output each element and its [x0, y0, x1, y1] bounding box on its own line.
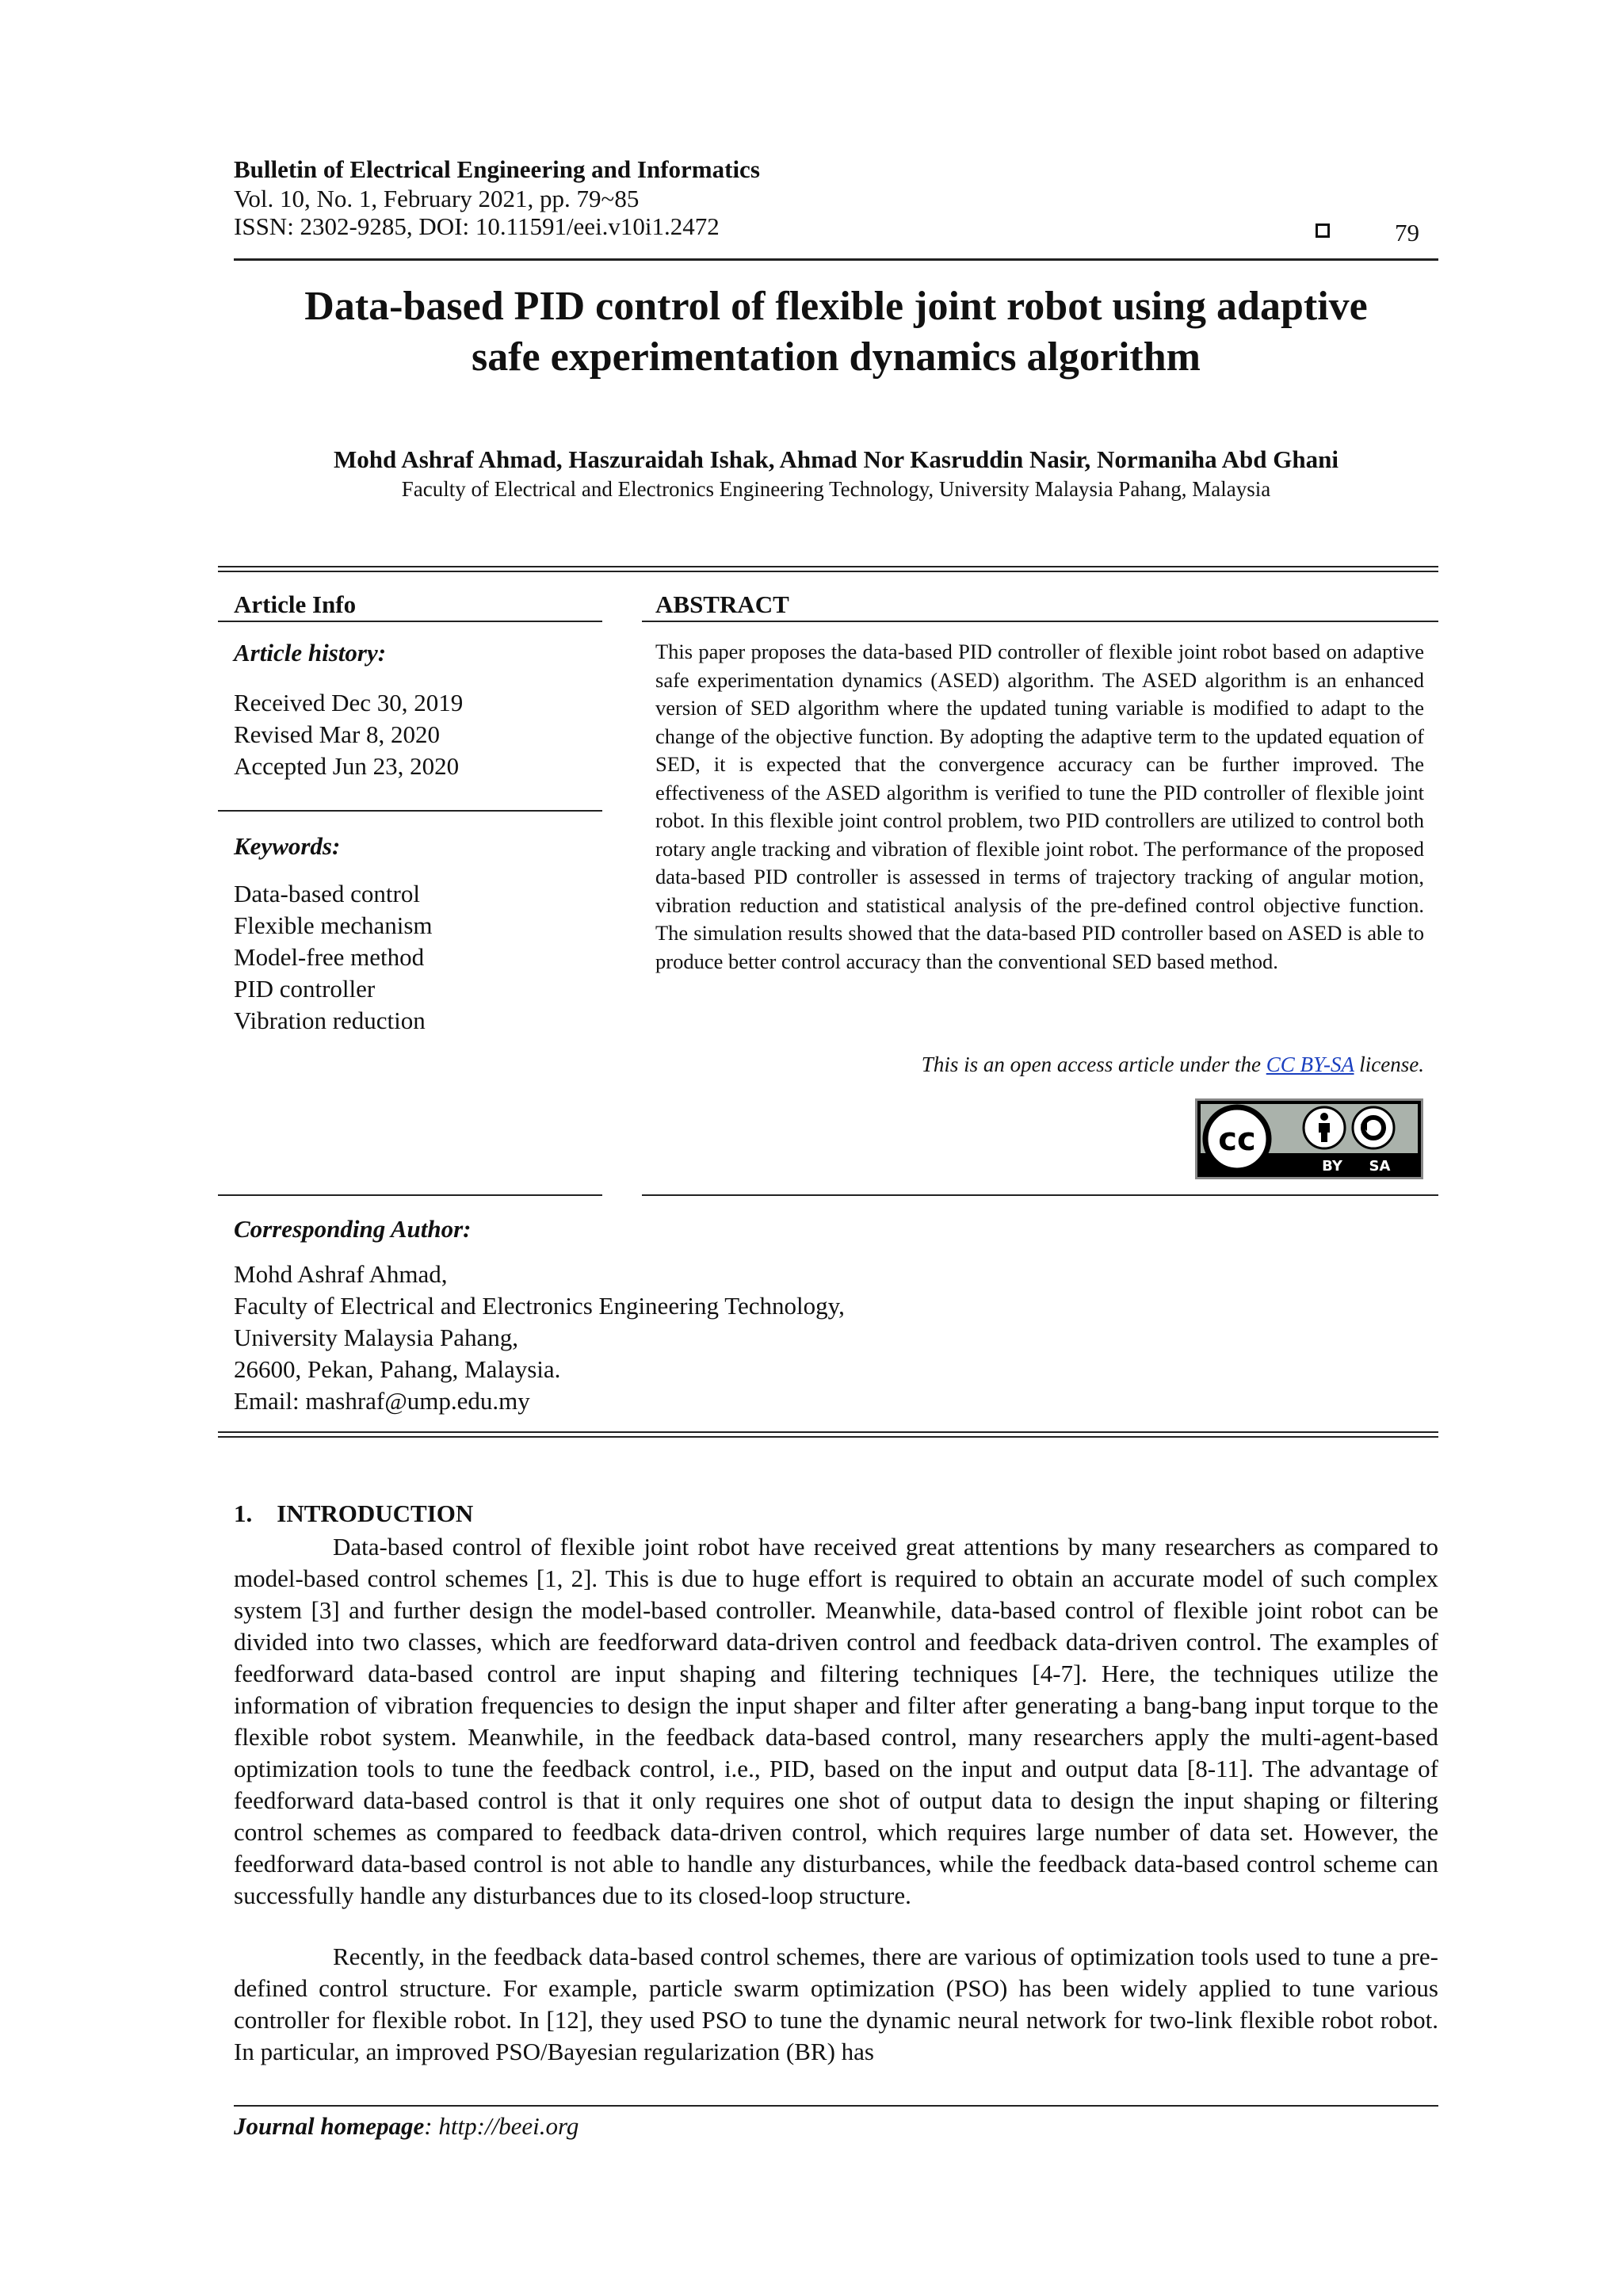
article-history — [234, 687, 463, 782]
by-label: BY — [1322, 1158, 1342, 1175]
authors: Mohd Ashraf Ahmad, Haszuraidah Ishak, Ahmad Nor Kasruddin Nasir, Normaniha Abd Ghani — [334, 445, 1338, 473]
abstract-heading: ABSTRACT — [655, 590, 789, 618]
license-line — [655, 1052, 1424, 1077]
intro-paragraph-1: Data-based control of flexible joint robot have received great attentions by many researchers as compared to model-based control schemes [1, 2]. This is due to huge effort is required to obtain an accurate model of such complex system [3] and further design the model-based controller. Meanwhile, data-based control of flexible joint robot can be divided into two classes, which are feedforward data-driven control and feedback data-driven control. The examples of feedforward data-based control are input shaping and filtering techniques [4-7]. Here, the techniques utilize the information of vibration frequencies to design the input shaper and filter after generating a bang-bang input torque to the flexible robot system. Meanwhile, in the feedback data-based control, many researchers apply the multi-agent-based optimization tools to tune the feedback control, i.e., PID, based on the input and output data [8-11]. The advantage of feedforward data-based control is that it only requires one shot of output data to design the input shaping or filtering control schemes as compared to feedback data-driven control, which requires large number of data set. However, the feedforward data-based control is not able to handle any disturbances, while the feedback data-based control scheme can successfully handle any disturbances due to its closed-loop structure. — [234, 1533, 1438, 1909]
keyword-item: PID controller — [234, 975, 376, 1003]
license-prefix: This is an open access article under the — [921, 1052, 1266, 1076]
title-line-2: safe experimentation dynamics algorithm — [471, 334, 1201, 380]
accepted-date: Accepted Jun 23, 2020 — [234, 752, 460, 780]
abstract-bottom-rule — [642, 1194, 1438, 1196]
volume-line: Vol. 10, No. 1, February 2021, pp. 79~85 — [234, 185, 640, 212]
received-date: Received Dec 30, 2019 — [234, 689, 464, 716]
title-line-1: Data-based PID control of flexible joint robot using adaptive — [304, 284, 1368, 329]
journal-name: Bulletin of Electrical Engineering and Informatics — [234, 155, 760, 183]
section-heading-introduction: 1. INTRODUCTION — [234, 1499, 474, 1527]
footer-rule — [234, 2105, 1438, 2107]
abstract-body: This paper proposes the data-based PID controller of flexible joint robot based on adaptive safe experimentation dynamics (ASED) algorithm. The ASED algorithm is an enhanced version of SED algorithm where the updated tuning variable is modified to adapt to the change of the objective function. By adopting the adaptive term to the updated equation of SED, it is expected that the convergence accuracy can be further improved. The effectiveness of the ASED algorithm is verified to tune the PID controller of flexible joint robot. In this flexible joint control problem, two PID controllers are utilized to control both rotary angle tracking and vibration of flexible joint robot. The performance of the proposed data-based PID controller is assessed in terms of trajectory tracking of angular motion, vibration reduction and statistical analysis of the pre-defined control objective function. The simulation results showed that the data-based PID controller based on ASED is able to produce better control accuracy than the conventional SED based method. — [655, 640, 1424, 973]
intro-paragraph-2: Recently, in the feedback data-based control schemes, there are various of optimization tools used to tune a pre-defined control structure. For example, particle swarm optimization (PSO) has been widely applied to tune various controller for flexible robot. In [12], they used PSO to tune the dynamic neural network for two-link flexible robot robot. In particular, an improved PSO/Bayesian regularization (BR) has — [234, 1943, 1438, 2065]
cc-letters: cc — [1218, 1121, 1256, 1158]
footer — [234, 2112, 579, 2141]
article-info-rule — [218, 621, 602, 622]
cc-by-sa-badge[interactable] — [1195, 1098, 1423, 1179]
keywords-rule — [218, 810, 602, 812]
license-link[interactable]: CC BY-SA — [1266, 1052, 1354, 1076]
article-info-bottom-rule — [218, 1194, 602, 1196]
issn-line: ISSN: 2302-9285, DOI: 10.11591/eei.v10i1.2472 — [234, 212, 720, 240]
header-rule — [234, 258, 1438, 261]
affiliation: Faculty of Electrical and Electronics Engineering Technology, University Malaysia Pahang, Malaysia — [401, 477, 1271, 501]
footer-label: Journal homepage — [234, 2112, 425, 2140]
corr-email: Email: mashraf@ump.edu.my — [234, 1387, 530, 1415]
corr-line: Faculty of Electrical and Electronics Engineering Technology, — [234, 1292, 845, 1320]
keyword-item: Flexible mechanism — [234, 911, 433, 939]
corr-line: University Malaysia Pahang, — [234, 1324, 519, 1351]
keywords-list — [234, 878, 433, 1037]
article-info-heading: Article Info — [234, 590, 357, 618]
keywords-heading: Keywords: — [234, 832, 341, 860]
abstract-rule — [642, 621, 1438, 622]
keyword-item: Data-based control — [234, 880, 420, 907]
journal-header — [234, 155, 1438, 240]
keyword-item: Vibration reduction — [234, 1007, 426, 1034]
info-top-rule-2 — [218, 571, 1438, 572]
footer-url[interactable]: : http://beei.org — [424, 2112, 579, 2140]
square-bullet-icon — [1316, 223, 1330, 238]
corresponding-heading: Corresponding Author: — [234, 1215, 472, 1243]
corr-bottom-rule-1 — [218, 1431, 1438, 1433]
corr-line: 26600, Pekan, Pahang, Malaysia. — [234, 1355, 561, 1383]
cc-badge-graphic — [1197, 1101, 1421, 1177]
keyword-item: Model-free method — [234, 943, 425, 971]
sa-label: SA — [1369, 1158, 1391, 1175]
page-number: 79 — [1395, 219, 1419, 246]
paper-title — [198, 281, 1474, 383]
corresponding-author — [234, 1259, 1185, 1417]
sa-icon — [1353, 1107, 1394, 1148]
article-history-heading: Article history: — [234, 639, 387, 667]
corr-line: Mohd Ashraf Ahmad, — [234, 1260, 448, 1288]
revised-date: Revised Mar 8, 2020 — [234, 720, 441, 748]
info-top-rule-1 — [218, 566, 1438, 567]
corr-bottom-rule-2 — [218, 1436, 1438, 1438]
license-suffix: license. — [1354, 1052, 1424, 1076]
